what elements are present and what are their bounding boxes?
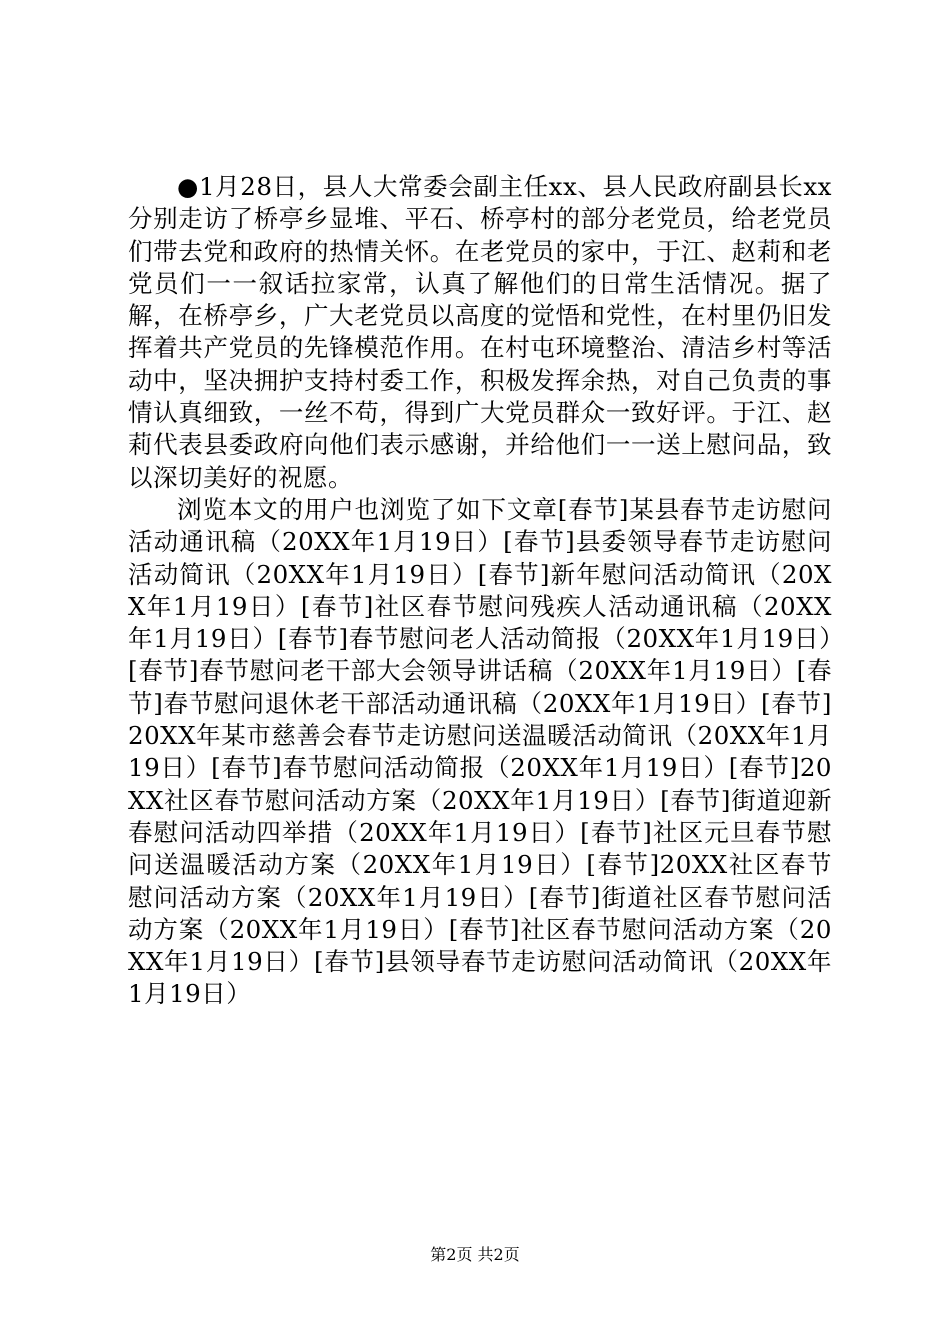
body-paragraph-visit-report: ●1月28日，县人大常委会副主任xx、县人民政府副县长xx分别走访了桥亭乡显堆、平石、桥亭村的部分老党员，给老党员们带去党和政府的热情关怀。在老党员的家中，于江、赵莉和老党员们一一叙话拉家常，认真了解他们的日常生活情况。据了解，在桥亭乡，广大老党员以高度的觉悟和党性，在村里仍旧发挥着共产党员的先锋模范作用。在村屯环境整治、清洁乡村等活动中，坚决拥护支持村委工作，积极发挥余热，对自己负责的事情认真细致，一丝不苟，得到广大党员群众一致好评。于江、赵莉代表县委政府向他们表示感谢，并给他们一一送上慰问品，致以深切美好的祝愿。 — [128, 172, 832, 492]
document-body — [128, 171, 832, 1011]
body-paragraph-related-articles: 浏览本文的用户也浏览了如下文章[春节]某县春节走访慰问活动通讯稿（20XX年1月19日）[春节]县委领导春节走访慰问活动简讯（20XX年1月19日）[春节]新年慰问活动简讯（20XX年1月19日）[春节]社区春节慰问残疾人活动通讯稿（20XX年1月19日）[春节]春节慰问老人活动简报（20XX年1月19日）[春节]春节慰问老干部大会领导讲话稿（20XX年1月19日）[春节]春节慰问退休老干部活动通讯稿（20XX年1月19日）[春节]20XX年某市慈善会春节走访慰问送温暖活动简讯（20XX年1月19日）[春节]春节慰问活动简报（20XX年1月19日）[春节]20XX社区春节慰问活动方案（20XX年1月19日）[春节]街道迎新春慰问活动四举措（20XX年1月19日）[春节]社区元旦春节慰问送温暖活动方案（20XX年1月19日）[春节]20XX社区春节慰问活动方案（20XX年1月19日）[春节]街道社区春节慰问活动方案（20XX年1月19日）[春节]社区春节慰问活动方案（20XX年1月19日）[春节]县领导春节走访慰问活动简讯（20XX年1月19日） — [128, 494, 832, 1009]
page-footer: 第2页 共2页 — [430, 1245, 520, 1264]
